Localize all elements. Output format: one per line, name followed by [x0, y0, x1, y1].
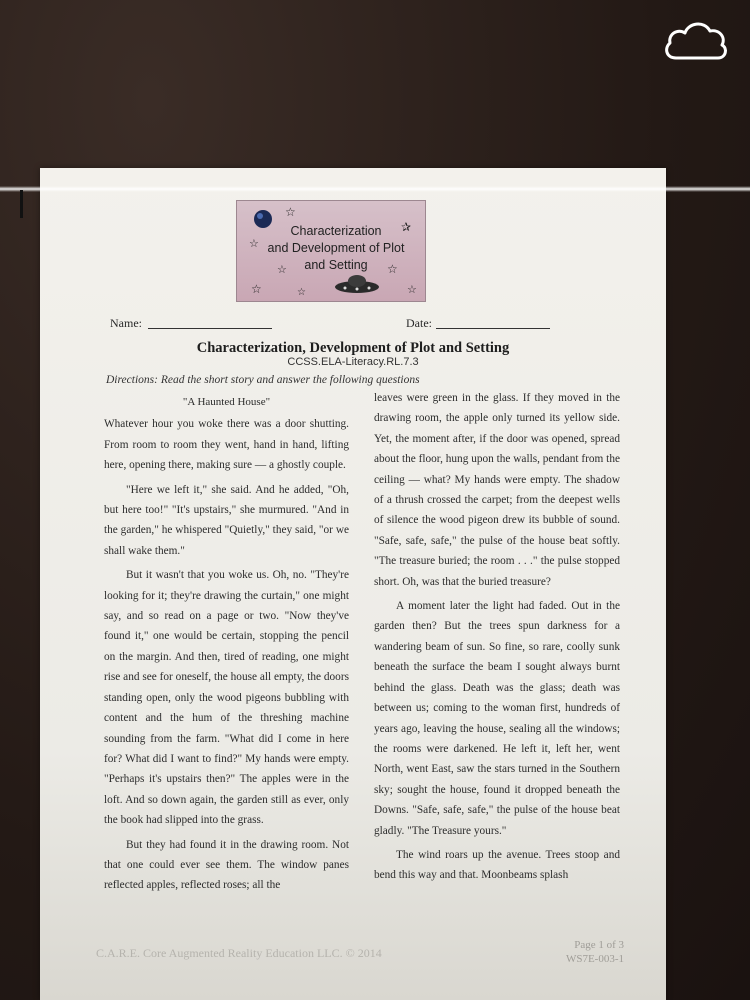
directions: Directions: Read the short story and answer the following questions: [106, 374, 420, 386]
document-title: Characterization, Development of Plot and Setting: [196, 340, 510, 356]
svg-text:☆: ☆: [387, 262, 398, 276]
story-paragraph: "Here we left it," she said. And he added, "Oh, but here too!" "It's upstairs," she murmured. "And in the garden," he whispered "Quietly," they said, "or we shall wake them.": [104, 483, 349, 557]
story-paragraph: leaves were green in the glass. If they moved in the drawing room, the apple only turned its yellow side. Yet, the moment after, if the door was opened, spread about the floor, hung upon the walls, pendant from the ceiling — what? My hands were empty. The shadow of a thrush crossed the carpet; from the deepest wells of silence the wood pigeon drew its bubble of sound. "Safe, safe, safe," the pulse of the house beat softly. "The treasure buried; the room . . ." the pulse stopped short. Oh, was that the buried treasure?: [374, 392, 620, 588]
svg-text:☆: ☆: [251, 282, 262, 296]
story-column-left: [104, 392, 349, 896]
svg-text:☆: ☆: [297, 287, 306, 298]
svg-text:✰: ✰: [401, 220, 412, 234]
story-paragraph: A moment later the light had faded. Out in the garden then? But the trees spun darkness for a wandering beam of sun. So fine, so rare, coolly sunk beneath the surface the beam I sought always burnt behind the glass. Death was the glass; death was between us; coming to the woman first, hundreds of years ago, leaving the house, sealing all the windows; the rooms were darkened. He left it, left her, went North, went East, saw the stars turned in the Southern sky; sought the house, found it dropped beneath the Downs. "Safe, safe, safe," the pulse of the house beat gladly. "The Treasure yours.": [374, 600, 620, 837]
date-label: Date:: [406, 316, 432, 330]
story-paragraph: But they had found it in the drawing room. Not that one could ever see them. The window panes reflected apples, reflected roses; all the: [104, 838, 349, 892]
svg-text:☆: ☆: [249, 238, 259, 250]
banner-title: [257, 223, 415, 274]
worksheet-page: [40, 168, 666, 1000]
scan-line: [0, 186, 750, 192]
name-field[interactable]: [148, 328, 272, 329]
story-paragraph: Whatever hour you woke there was a door shutting. From room to room they went, hand in hand, lifting here, opening there, making sure — a ghostly couple.: [104, 418, 349, 472]
worksheet-code: WS7E-003-1: [565, 953, 624, 965]
svg-text:☆: ☆: [277, 264, 287, 276]
svg-text:☆: ☆: [285, 205, 296, 219]
title-banner: [236, 200, 426, 302]
page-footer: [566, 938, 624, 966]
banner-title-line: and Setting: [304, 258, 368, 272]
page-number: Page 1 of 3: [574, 939, 624, 951]
date-field[interactable]: [436, 328, 550, 329]
cloud-icon[interactable]: [660, 14, 732, 70]
story-paragraph: The wind roars up the avenue. Trees stoop and bend this way and that. Moonbeams splash: [374, 848, 620, 882]
copyright-footer: C.A.R.E. Core Augmented Reality Education LLC. © 2014: [96, 946, 382, 960]
svg-text:☆: ☆: [407, 284, 417, 296]
story-paragraph: But it wasn't that you woke us. Oh, no. "They're looking for it; they're drawing the curtain," one might say, and so read on a page or two. "Now they've found it," one would be certain, stopping the pencil on the margin. And then, tired of reading, one might rise and see for oneself, the house all empty, the doors standing open, only the wood pigeons bubbling with content and the hum of the threshing machine sounding from the farm. "What did I come in here for? What did I want to find?" My hands were empty. "Perhaps it's upstairs then?" The apples were in the loft. And so down again, the garden still as ever, only the book had slipped into the grass.: [104, 569, 349, 827]
edge-mark: [20, 190, 23, 218]
story-title: "A Haunted House": [182, 396, 271, 408]
standard-code: CCSS.ELA-Literacy.RL.7.3: [287, 356, 419, 368]
name-label: Name:: [110, 316, 142, 330]
banner-title-line: and Development of Plot: [267, 241, 405, 255]
student-fields: [110, 316, 626, 332]
banner-title-line: Characterization: [290, 224, 382, 238]
story-column-right: [374, 388, 620, 886]
